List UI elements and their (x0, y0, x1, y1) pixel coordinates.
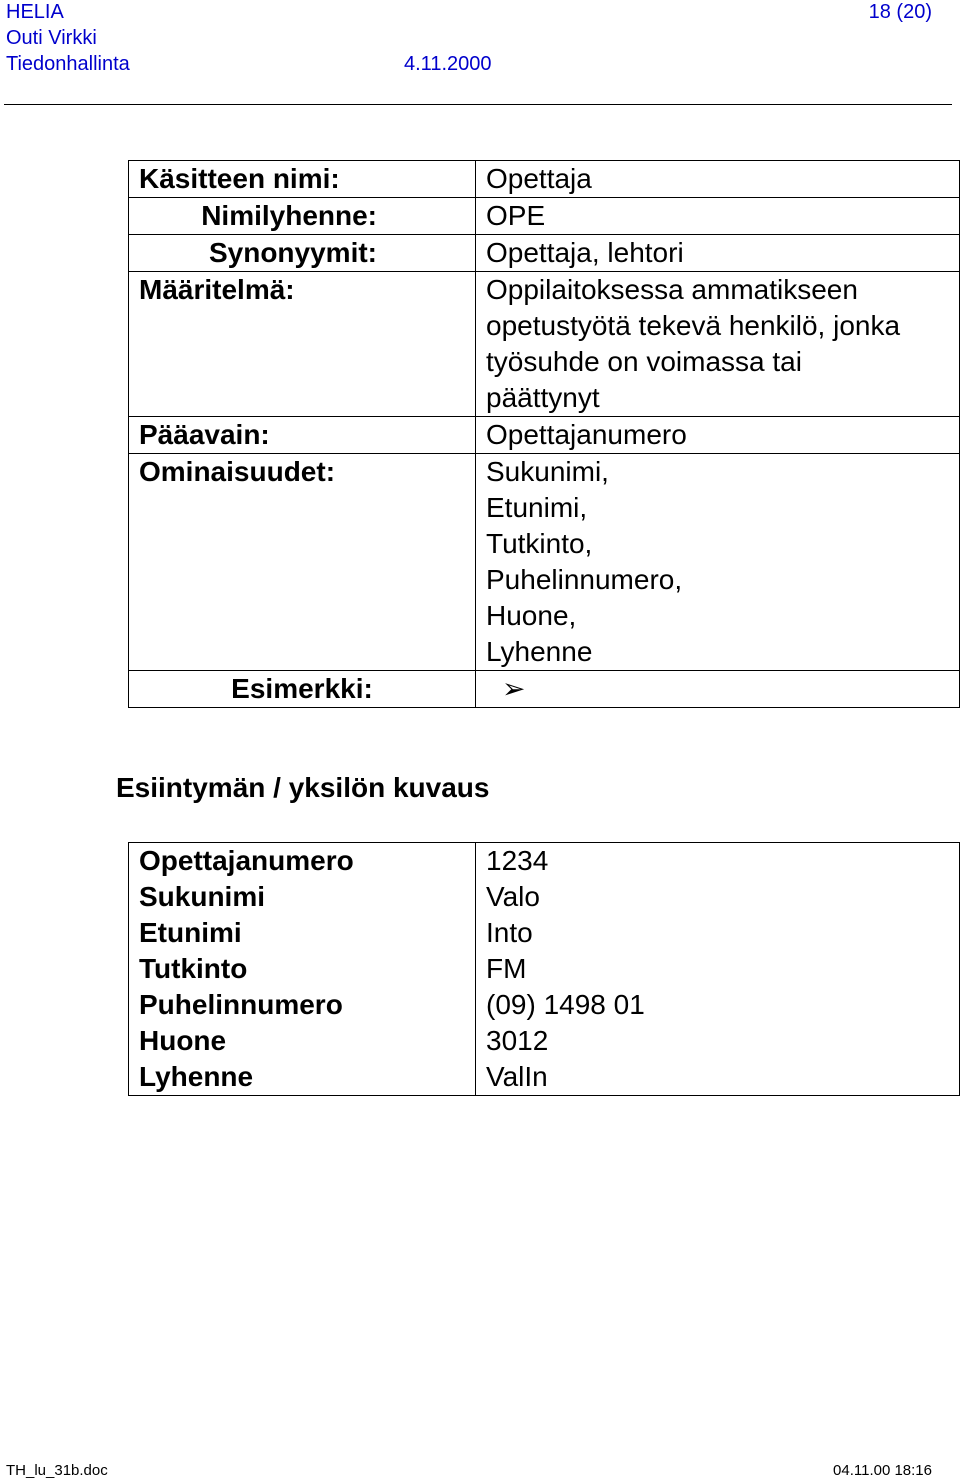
row-example (129, 671, 960, 708)
instance-value: ValIn (486, 1061, 548, 1092)
header-author: Outi Virkki (6, 27, 97, 49)
label-concept-name: Käsitteen nimi: (139, 163, 340, 194)
instance-table (128, 842, 960, 1096)
label-example: Esimerkki: (231, 673, 373, 704)
attribute-line: Puhelinnumero, (486, 564, 683, 595)
row-attributes (129, 454, 960, 671)
instance-value: Valo (486, 881, 540, 912)
instance-label: Etunimi (139, 917, 242, 948)
definition-line: työsuhde on voimassa tai (486, 346, 802, 377)
row-concept-name (129, 161, 960, 198)
arrow-bullet-icon: ➢ (502, 673, 526, 704)
value-abbreviation: OPE (486, 200, 546, 231)
label-primary-key: Pääavain: (139, 419, 270, 450)
row-abbreviation (129, 198, 960, 235)
label-synonyms: Synonyymit: (208, 237, 377, 268)
table-row (129, 843, 960, 1096)
row-synonyms (129, 235, 960, 272)
attribute-line: Sukunimi, (486, 456, 609, 487)
attribute-line: Huone, (486, 600, 577, 631)
definition-line: Oppilaitoksessa ammatikseen (486, 274, 858, 305)
definition-line: päättynyt (486, 382, 600, 413)
concept-table (128, 160, 960, 708)
instance-value: (09) 1498 01 (486, 989, 645, 1020)
instance-value: 1234 (486, 845, 549, 876)
section-title: Esiintymän / yksilön kuvaus (116, 772, 490, 803)
value-primary-key: Opettajanumero (486, 419, 687, 450)
instance-value: FM (486, 953, 527, 984)
label-attributes: Ominaisuudet: (139, 456, 336, 487)
label-definition: Määritelmä: (139, 274, 295, 305)
header-course: Tiedonhallinta (6, 53, 130, 75)
value-synonyms: Opettaja, lehtori (486, 237, 684, 268)
value-concept-name: Opettaja (486, 163, 592, 194)
instance-label: Tutkinto (139, 953, 248, 984)
instance-label: Lyhenne (139, 1061, 254, 1092)
footer-filename: TH_lu_31b.doc (6, 1462, 108, 1479)
row-primary-key (129, 417, 960, 454)
page-number: 18 (20) (868, 1, 932, 23)
header-date: 4.11.2000 (404, 53, 492, 75)
header-rule (4, 104, 952, 105)
instance-label: Opettajanumero (139, 845, 354, 876)
attribute-line: Tutkinto, (486, 528, 593, 559)
instance-label: Sukunimi (139, 881, 266, 912)
row-definition (129, 272, 960, 417)
attribute-line: Etunimi, (486, 492, 588, 523)
instance-value: 3012 (486, 1025, 549, 1056)
instance-value: Into (486, 917, 533, 948)
footer-timestamp: 04.11.00 18:16 (833, 1462, 932, 1479)
header-org: HELIA (6, 1, 64, 23)
instance-label: Huone (139, 1025, 227, 1056)
label-abbreviation: Nimilyhenne: (201, 200, 377, 231)
instance-label: Puhelinnumero (139, 989, 343, 1020)
definition-line: opetustyötä tekevä henkilö, jonka (486, 310, 901, 341)
attribute-line: Lyhenne (486, 636, 593, 667)
